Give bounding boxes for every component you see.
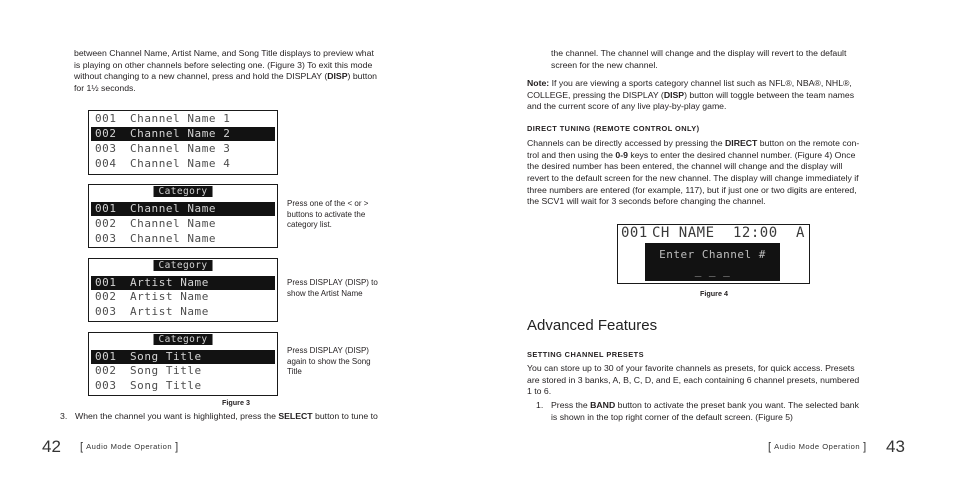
caption-line: Press DISPLAY (DISP) <box>287 346 369 355</box>
step-3-text <box>75 411 378 423</box>
lcd-row-number: 001 <box>95 349 117 363</box>
open-bracket: [ <box>80 441 84 453</box>
lcd-row <box>91 127 275 141</box>
category-header: Category <box>154 186 213 197</box>
text-line: 1 to 6. <box>527 386 552 397</box>
continuation-paragraph <box>551 48 846 71</box>
text-line <box>527 78 854 90</box>
text-line: are stored in 3 banks, A, B, C, D, and E, each containing 6 channel presets, numbered <box>527 374 860 385</box>
text-run: button on the remote con- <box>757 138 860 148</box>
lcd-row <box>91 202 275 216</box>
lcd-category-channel-display <box>88 184 278 248</box>
text-line: screen for the new channel. <box>551 59 658 70</box>
lcd-category-song-display <box>88 332 278 396</box>
lcd-row-label: Channel Name 3 <box>130 141 231 155</box>
lcd-row <box>91 276 275 290</box>
lcd-row-number: 001 <box>95 201 117 215</box>
text-run: ) button <box>347 71 377 82</box>
lcd-row-label: Channel Name 4 <box>130 156 231 170</box>
disp-button-name: DISP <box>663 89 685 100</box>
lcd-row-label: Channel Name <box>130 216 217 230</box>
display-caption <box>287 346 371 378</box>
figure-label: Figure 3 <box>222 398 250 407</box>
page-number: 43 <box>886 437 905 456</box>
text-run: If you are viewing a sports category channel list such as NFL®, NBA®, NHL®, <box>549 78 852 88</box>
section-label: Audio Mode Operation <box>86 442 173 451</box>
lcd-row-label: Channel Name 2 <box>130 127 231 140</box>
text-line: the channel. The channel will change and the display will revert to the default <box>551 48 847 58</box>
lcd-row-label: Song Title <box>130 349 202 363</box>
note-label: Note: <box>527 78 550 88</box>
text-line <box>527 161 859 173</box>
text-line <box>74 71 377 83</box>
lcd-direct-tuning-display <box>617 224 810 284</box>
intro-paragraph <box>74 48 377 95</box>
text-run: revert to the default screen for the new channel. The display will change immediately if <box>527 172 859 183</box>
step-number-text: 3. <box>60 410 68 421</box>
lcd-row-number: 003 <box>95 231 117 245</box>
step-number <box>536 400 543 412</box>
lcd-row-label: Artist Name <box>130 305 209 318</box>
preset-bank: A <box>796 225 805 241</box>
text-run: three numbers are entered (for example, 117), but if just one or two digits are entered, <box>527 184 857 195</box>
caption-line: show the Artist Name <box>287 288 363 298</box>
entry-prompt: Enter Channel # <box>659 248 766 261</box>
step-number-text: 1. <box>536 400 544 410</box>
direct-tuning-paragraph <box>527 138 859 208</box>
lcd-channel-list-display <box>88 110 278 175</box>
text-line <box>74 60 377 72</box>
text-run: for 1½ seconds. <box>74 82 136 93</box>
direct-button-name: DIRECT <box>725 138 758 148</box>
text-line <box>551 400 859 412</box>
figure-label: Figure 4 <box>700 289 728 298</box>
text-line: You can store up to 30 of your favorite channels as presets, for quick access. Presets <box>527 363 855 373</box>
lcd-row-number: 002 <box>95 127 117 140</box>
direct-tuning-heading: DIRECT TUNING (REMOTE CONTROL ONLY) <box>527 124 700 133</box>
lcd-row <box>91 305 275 319</box>
text-run: and the current score of any live play-by-play game. <box>527 101 727 112</box>
digit-keys-label: 0-9 <box>615 149 628 160</box>
lcd-row <box>91 157 275 171</box>
lcd-row-number: 003 <box>95 305 117 318</box>
lcd-row-number: 002 <box>95 290 117 303</box>
select-button-name: SELECT <box>278 410 313 421</box>
lcd-row <box>91 112 275 126</box>
lcd-row <box>91 290 275 304</box>
lcd-row <box>91 217 275 231</box>
category-header: Category <box>154 260 213 271</box>
lcd-row-label: Channel Name <box>130 201 217 215</box>
note-paragraph <box>527 78 854 113</box>
lcd-category-artist-display <box>88 258 278 322</box>
text-run: When the channel you want is highlighted, press the <box>75 410 279 421</box>
lcd-row <box>91 350 275 364</box>
step-number <box>60 411 67 423</box>
text-line <box>74 48 377 60</box>
text-line <box>75 411 378 423</box>
lcd-row-number: 003 <box>95 141 117 155</box>
lcd-row-number: 002 <box>95 216 117 230</box>
close-bracket: ] <box>863 441 867 453</box>
text-run: COLLEGE, pressing the DISPLAY ( <box>527 89 664 100</box>
band-button-name: BAND <box>590 400 616 410</box>
category-header: Category <box>154 334 213 345</box>
page-number: 42 <box>42 437 61 456</box>
entry-digits: _ _ _ <box>694 264 731 277</box>
lcd-row <box>91 364 275 378</box>
lcd-row-label: Artist Name <box>130 290 209 303</box>
text-line <box>527 196 859 208</box>
lcd-row-label: Artist Name <box>130 275 209 289</box>
open-bracket: [ <box>768 441 772 453</box>
text-run: the desired number has been entered, the channel will change and the display will <box>527 161 843 172</box>
lcd-row-number: 002 <box>95 364 117 377</box>
lcd-row-number: 004 <box>95 156 117 170</box>
caption-line: category list. <box>287 220 332 230</box>
close-bracket: ] <box>175 441 179 453</box>
caption-line: Press DISPLAY (DISP) to <box>287 278 378 287</box>
caption-line: buttons to activate the <box>287 209 366 219</box>
lcd-row <box>91 142 275 156</box>
caption-line: again to show the Song <box>287 356 371 366</box>
lcd-row-label: Song Title <box>130 364 202 377</box>
lcd-row-number: 001 <box>95 275 117 289</box>
text-line <box>527 150 859 162</box>
presets-heading: SETTING CHANNEL PRESETS <box>527 350 644 359</box>
section-footer <box>768 440 866 454</box>
text-run: is playing on other channels before selecting one. (Figure 3) To exit this mode <box>74 59 373 70</box>
text-run: keys to enter the desired channel number. (Figure 4) Once <box>627 149 856 160</box>
text-line <box>74 83 377 95</box>
text-run: without changing to a new channel, press and hold the DISPLAY ( <box>74 71 328 82</box>
text-run: Channels can be directly accessed by pressing the <box>527 138 725 148</box>
text-run: the SCV1 will wait for 3 seconds before changing the channel. <box>527 196 766 207</box>
text-line <box>527 173 859 185</box>
text-line <box>527 90 854 102</box>
text-line <box>527 185 859 197</box>
disp-button-name: DISP <box>327 71 348 82</box>
channel-number: 001 <box>621 225 648 241</box>
text-run: button to activate the preset bank you want. The selected bank <box>615 400 859 410</box>
lcd-row <box>91 232 275 246</box>
display-caption <box>287 278 378 299</box>
presets-paragraph <box>527 363 859 398</box>
text-line <box>527 101 854 113</box>
display-caption <box>287 199 368 231</box>
lcd-row-label: Song Title <box>130 379 202 392</box>
lcd-row-number: 003 <box>95 379 117 392</box>
text-line <box>527 138 859 150</box>
text-run: trol and then using the <box>527 149 616 160</box>
section-heading: Advanced Features <box>527 317 658 334</box>
lcd-row <box>91 379 275 393</box>
caption-line: Press one of the < or > <box>287 199 369 208</box>
channel-entry-panel <box>645 243 780 281</box>
channel-name: CH NAME <box>652 225 715 241</box>
text-line <box>551 412 859 424</box>
section-label: Audio Mode Operation <box>774 442 861 451</box>
lcd-row-label: Channel Name <box>130 231 217 245</box>
step-1-text <box>551 400 859 423</box>
lcd-row-label: Channel Name 1 <box>130 112 231 125</box>
section-footer <box>80 440 178 454</box>
text-run: between Channel Name, Artist Name, and Song Title displays to preview what <box>74 48 374 58</box>
text-run: Press the <box>551 400 591 410</box>
lcd-row-number: 001 <box>95 112 117 125</box>
text-run: ) button will toggle between the team names <box>684 89 855 100</box>
text-run: is shown in the top right corner of the default screen. (Figure 5) <box>551 411 793 422</box>
text-run: button to tune to <box>312 410 378 421</box>
clock: 12:00 <box>733 225 778 241</box>
caption-line: Title <box>287 367 302 377</box>
